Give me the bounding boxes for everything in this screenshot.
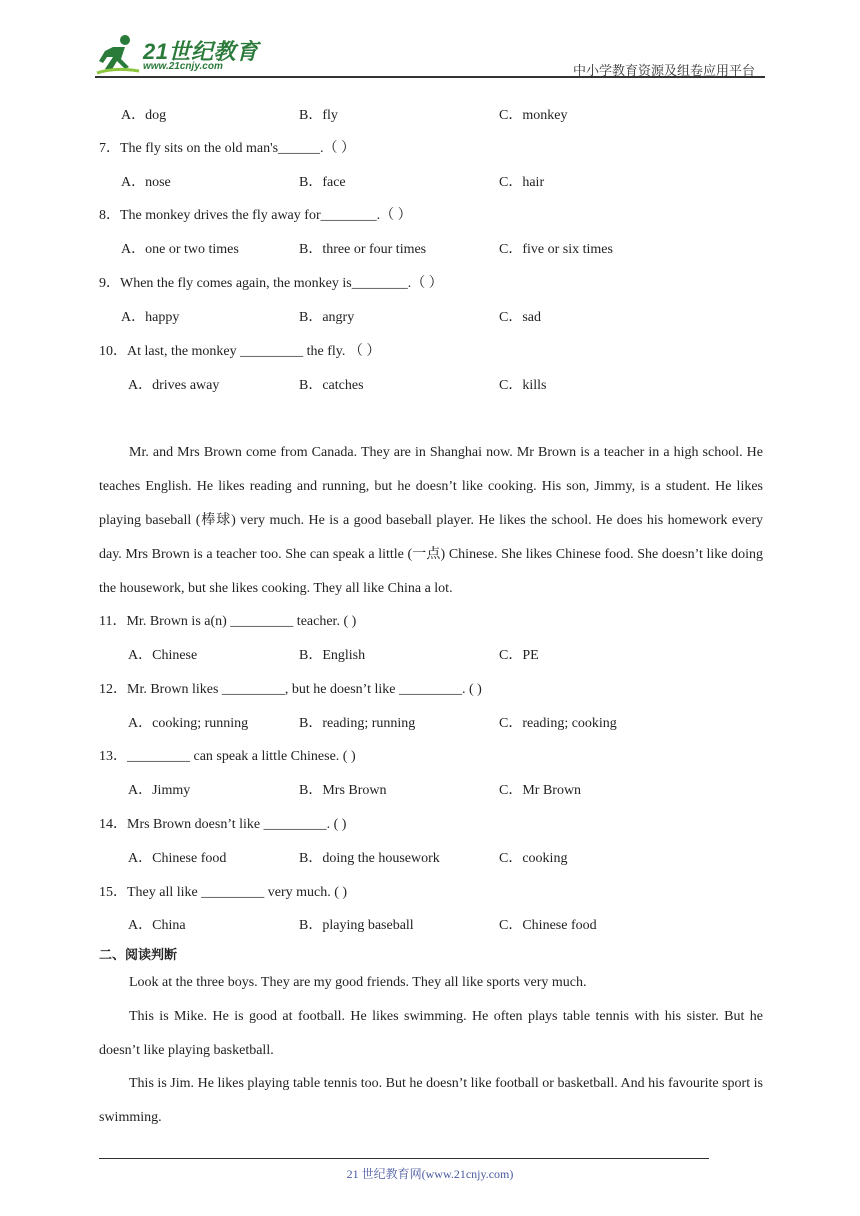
option-b: B．fly — [299, 108, 338, 123]
question-stem: 14．Mrs Brown doesn’t like _________. ( ) — [99, 817, 347, 832]
footer-divider — [99, 1158, 709, 1159]
option-b: B．reading; running — [299, 716, 416, 731]
option-c: C．reading; cooking — [499, 716, 617, 731]
passage-paragraph: This is Jim. He likes playing table tennis too. But he doesn’t like football or basketball. And his favourite sport is swimming. — [99, 1076, 763, 1125]
option-a: A．cooking; running — [128, 716, 249, 731]
option-c: C．Mr Brown — [499, 783, 582, 798]
reading-passage: Mr. and Mrs Brown come from Canada. They are in Shanghai now. Mr Brown is a teacher in a high school. He teaches English. He likes reading and running, but he doesn’t like cooking. His son, Jimmy, is a student. He likes playing baseball (棒球) very much. He is a good baseball player. He likes the school. He does his homework every day. Mrs Brown is a teacher too. She can speak a little (一点) Chinese. She likes Chinese food. She doesn’t like doing the housework, but she likes cooking. They all like China a lot. — [99, 445, 763, 596]
option-a: A．Chinese food — [128, 851, 227, 866]
option-a: A．drives away — [128, 378, 220, 393]
question-stem: 15．They all like _________ very much. ( ) — [99, 885, 348, 900]
option-c: C．Chinese food — [499, 918, 597, 933]
option-c: C．monkey — [499, 108, 568, 123]
passage-paragraph: This is Mike. He is good at football. He likes swimming. He often plays table tennis with his sister. But he doesn’t like playing basketball. — [99, 1009, 763, 1058]
option-a: A．dog — [121, 108, 167, 123]
logo-text: 21世纪教育 — [143, 39, 259, 64]
option-b: B．playing baseball — [299, 918, 414, 933]
question-stem: 11．Mr. Brown is a(n) _________ teacher. ( ) — [99, 614, 357, 629]
question-stem: 13．_________ can speak a little Chinese. ( ) — [99, 749, 356, 764]
option-b: B．three or four times — [299, 242, 427, 257]
option-c: C．sad — [499, 310, 541, 325]
option-a: A．Chinese — [128, 648, 198, 663]
site-logo — [95, 33, 260, 77]
option-c: C．five or six times — [499, 242, 613, 257]
header-platform-name: 中小学教育资源及组卷应用平台 — [572, 64, 755, 79]
option-b: B．Mrs Brown — [299, 783, 387, 798]
logo-url: www.21cnjy.com — [143, 61, 223, 72]
footer-text: 21 世纪教育网(www.21cnjy.com) — [346, 1167, 514, 1181]
option-a: A．happy — [121, 310, 180, 325]
question-stem: 8．The monkey drives the fly away for________.（ ） — [99, 208, 412, 223]
option-b: B．face — [299, 175, 346, 190]
option-c: C．kills — [499, 378, 547, 393]
option-b: B．angry — [299, 310, 355, 325]
question-stem: 10．At last, the monkey _________ the fly. （ ） — [99, 344, 381, 359]
section-title: 二、阅读判断 — [99, 948, 178, 963]
option-a: A．nose — [121, 175, 171, 190]
option-a: A．China — [128, 918, 186, 933]
runner-logo-icon — [95, 33, 141, 77]
option-b: B．catches — [299, 378, 364, 393]
option-b: B．English — [299, 648, 366, 663]
option-c: C．PE — [499, 648, 539, 663]
option-c: C．cooking — [499, 851, 568, 866]
question-stem: 7．The fly sits on the old man's______.（ ） — [99, 141, 356, 156]
header-divider — [95, 76, 765, 78]
question-stem: 9．When the fly comes again, the monkey is________.（ ） — [99, 276, 443, 291]
passage-paragraph: Look at the three boys. They are my good friends. They all like sports very much. — [129, 975, 587, 990]
option-a: A．Jimmy — [128, 783, 191, 798]
option-a: A．one or two times — [121, 242, 239, 257]
option-b: B．doing the housework — [299, 851, 440, 866]
option-c: C．hair — [499, 175, 545, 190]
question-stem: 12．Mr. Brown likes _________, but he doesn’t like _________. ( ) — [99, 682, 482, 697]
